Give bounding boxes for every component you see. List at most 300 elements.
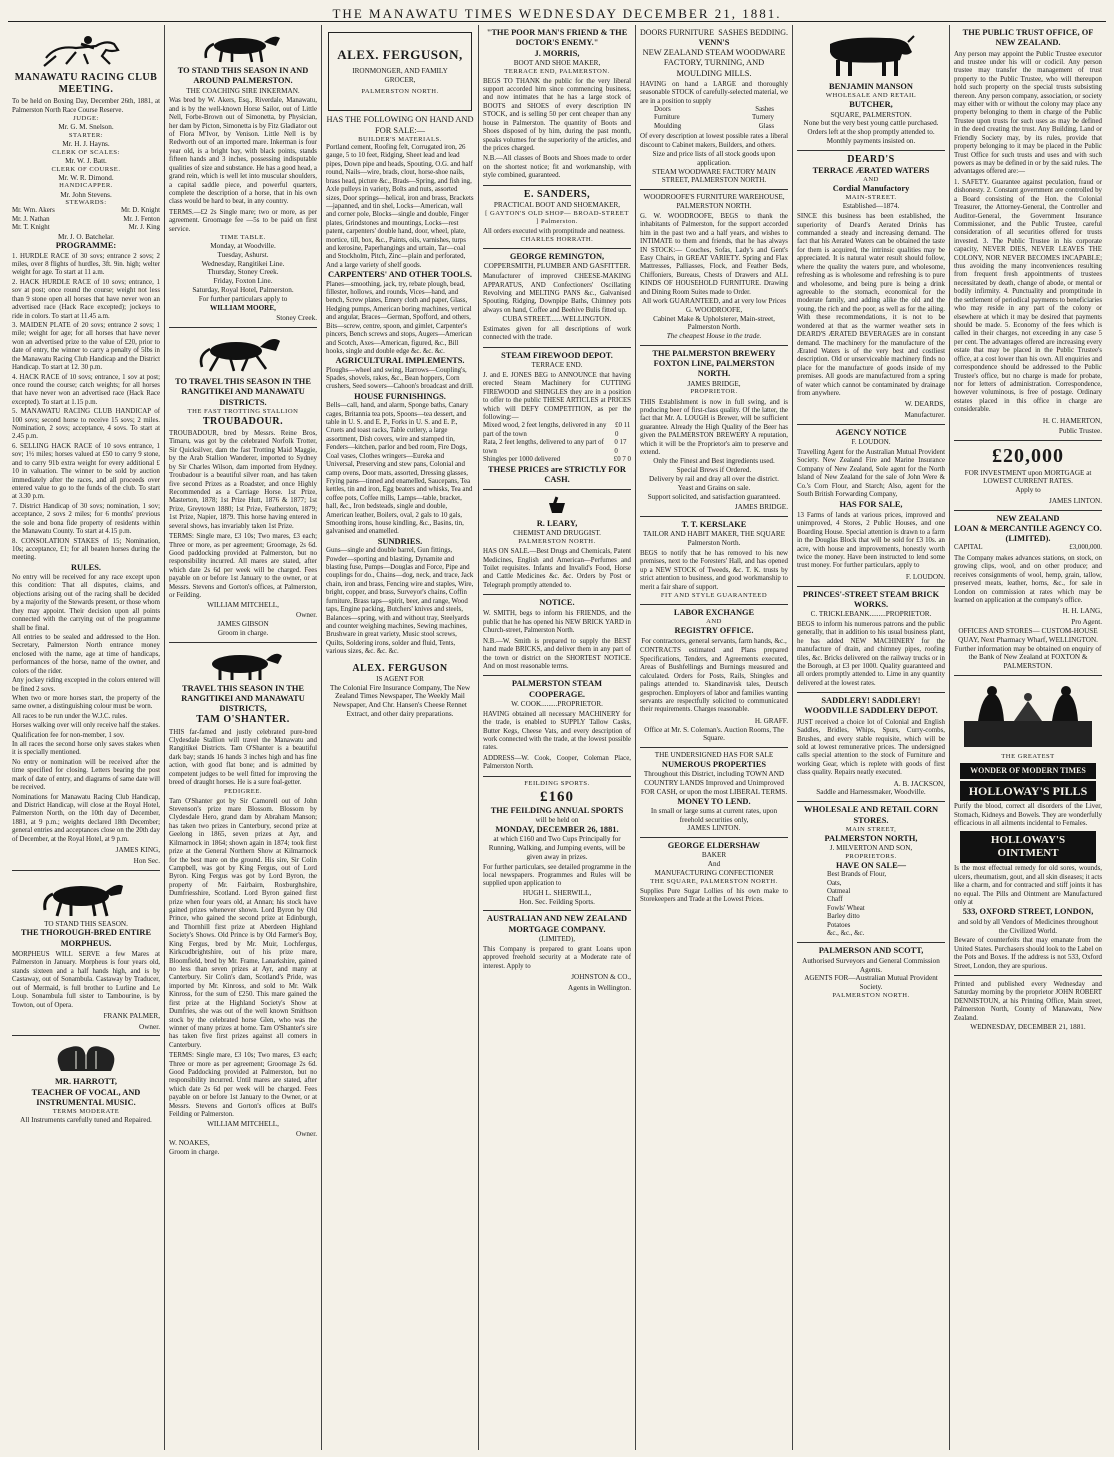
venn-item: Doors [654,106,671,114]
racehorse-illustration [26,30,146,70]
deard-sig: W. DEARDS, [904,400,945,409]
notice-title: NOTICE. [539,598,575,608]
harrott-name: MR. HARROTT, [55,1077,117,1087]
nzloan-title: NEW ZEALAND [996,513,1060,523]
remington-note: Estimates given for all descriptions of work connected with the trade. [483,326,631,342]
rule: Any jockey riding excepted in the colors entered will be fined 2 sovs. [12,677,160,693]
morpheus-body: MORPHEUS WILL SERVE a few Mares at Palmerston in January. Morpheus is four years old, stands sixteen and a half hands high, and is by Castaway, out of Sonambula. Castaway by Traducer, out of Mermaid, is full brother to Lurline and Le Loup. Sonambula full sister to Tambourine, is by Towton, out of Opera. [12,950,160,1009]
inkerman-ad [169,25,317,328]
racing-club-ad [12,25,160,871]
loudon-body2: 13 Farms of lands at various prices, improved and unimproved, 4 Stores, 2 Public Houses, and one Boarding House. Special attention is drawn to a farm in the Douglas Block that will be sold for £3 10s. an acre, with house and improvements, honestly worth twice the money. Have been instructed to lend some trust money. For further particulars, apply to [797,511,945,570]
feilding-date: MONDAY, DECEMBER 26, 1881. [495,825,619,835]
brewery-ad [640,346,788,517]
corn-item: Best Brands of Flour, [827,871,887,879]
remington-ad [483,249,631,348]
inkerman-place: Stoney Creek. [276,314,317,323]
clerk-scales-label: CLERK OF SCALES: [52,148,120,156]
eldershaw-name: GEORGE ELDERSHAW [667,841,761,851]
programme-item: 6. SELLING HACK RACE of 10 sovs entrance, 1 sov; 1½ miles; horses valued at £50 to carry 9 stone, and to carry 91b extra weight for every additional £ 10 in valuation. The winner to be sold by auction immediately after the races, and all proceeds over entered value to go to the funds of the club. To start at 3.30 p.m. [12,442,160,501]
brewery-line: Special Brews if Ordered. [676,466,752,475]
brick-name: C. TRICKLEBANK.........PROPRIETOR. [810,610,932,619]
imprint-date: WEDNESDAY, DECEMBER 21, 1881. [970,1023,1086,1032]
holloway-ointment-body: Is the most effectual remedy for old sores, wounds, ulcers, rheumatism, gout, and all skin diseases; it acts like a charm, and for contracted and stiff joints it has no equal. The Pills and Ointment are Manufactured only at [954,865,1102,907]
brewery-line: Delivery by rail and dray all over the district. [649,475,779,484]
brick-title: PRINCES'-STREET STEAM BRICK WORKS. [802,589,940,609]
deard-sub: TERRACE ÆRATED WATERS [812,165,930,175]
time-table-item: Wednesday, Rangitikei Line. [201,259,285,268]
inkerman-terms: TERMS.—£2 2s Single mare; two or more, as per agreement. Groomage fee —5s to be paid on first service. [169,208,317,233]
clerk-course: Mr. W. R. Dimond. [58,173,114,182]
rule: Nominations for Manawatu Racing Club Handicap, and District Handicap, will close at the Royal Hotel, Palmerston North, on the 10th day of December, 1881, at 9 p.m.; weights declared 18th December; general entries and acceptances close on the 20th day of December, at the Royal Hotel, at 9 p.m. [12,793,160,843]
column-3 [322,25,479,1450]
tamoshanter-owner: WILLIAM MITCHELL, [207,1119,279,1128]
loudon-body: Travelling Agent for the Australian Mutual Provident Society. New Zealand Fire and Marine Insurance Company of New Zealand, Sole agent for the North Island of New Zealand for the sale of John Were & Co.'s Corn Flour, and Starch; Also, agent for the South British Forwarding Company, [797,449,945,499]
woodroofe-body: G. W. WOODROOFE, BEGS to thank the inhabitants of Palmerston, for the support accorded him in the past two and a half years, and wishes to INTIMATE to them and friends, that he has always IN STOCK:— Couches, Sofas, Lady's and Gent's Easy Chairs, in GREAT VARIETY. Spring and Flax Mattresses, Palliasses, Flock, and Feather Beds, Chiffoniers, Bureaus, Chests of Drawers and ALL KINDS OF HOUSEHOLD FURNITURE. Drawing and Dining Room Suites made to Order. [640,212,788,296]
bull-illustration [816,30,926,80]
morpheus-title: THE THOROUGH-BRED ENTIRE MORPHEUS. [20,928,152,948]
eldershaw-and: And [707,860,721,869]
nzloan-more: Further information may be obtained on enquiry of the Bank of New Zealand at FOXTON & PALMERSTON. [954,644,1102,671]
column-6 [793,25,950,1450]
ferguson-agent-name: ALEX. FERGUSON [352,662,448,674]
corn-role: PROPRIETORS. [845,852,897,860]
carpenters-list: Planes—smoothing, jack, try, rebate plough, bead, fillester, hollows, and rounds, Vices—hand, and bench, Screw plates, Emery cloth and paper, Glass, Hedging pumps, American boring machines, vertical and angular, Braces—German, Spofford, and others, Bits—screw, centre, spoon, and gimlet, Carpenter's pincers, Bench screws and stops, Augers—American and Scotch, Axes—American, figured, &c., Bill hooks, single and double edge &c. &c. &c. [326,280,473,355]
inkerman-subtitle: THE COACHING SIRE INKERMAN. [186,86,300,95]
investment-ad [954,441,1102,511]
ferguson-intro: HAS THE FOLLOWING ON HAND AND FOR SALE:— [326,115,474,135]
venn-item: Moulding [654,122,682,130]
mortgage-body: This Company is prepared to grant Loans upon approved freehold security at a Moderate rate of interest. Apply to [483,945,631,970]
scott-body2: AGENTS FOR—Australian Mutual Provident Society. [804,974,938,992]
investment-amount: £20,000 [992,445,1064,468]
remington-trade: COPPERSMITH, PLUMBER AND GASFITTER. [483,262,631,271]
venn-note: Size and price lists of all stock goods upon application. [652,150,776,167]
public-trust-ad [954,25,1102,441]
cooperage-ad [483,676,631,776]
imprint-body: Printed and published every Wednesday and Saturday morning by the proprietor JOHN ROBERT DENNISTOUN, at his Printing Office, Main street, Palmerston North, County of Manawatu, New Zealand. [954,980,1102,1022]
price-item: Rata, 2 feet lengths, delivered to any part of town [483,439,604,455]
sanders-trade: PRACTICAL BOOT AND SHOEMAKER, [493,200,621,209]
cooperage-title: PALMERSTON STEAM COOPERAGE. [511,679,603,699]
corn-place2: PALMERSTON NORTH, [824,833,918,843]
woodroofe-ad [640,190,788,346]
sanders-place: [ GAYTON'S OLD SHOP— BROAD-STREET ] Palmerston. [485,209,629,225]
column-2 [165,25,322,1450]
sanders-ad [483,186,631,249]
holloway-title: WONDER OF MODERN TIMES [960,763,1096,779]
eldershaw-place: THE SQUARE, PALMERSTON NORTH. [650,877,778,885]
holloway-ointment: HOLLOWAY'S OINTMENT [960,831,1096,864]
firewood-terms: THESE PRICES are STRICTLY FOR CASH. [488,464,626,484]
brick-body: BEGS to inform his numerous patrons and the public generally, that in addition to his usual business plant, he has added NEW MACHINERY for the manufacture of drain, and chimney pipes, roofing tiles, &c. Bricks delivered on the railway trucks or in the Borough, at £3 per 1000. Quality guaranteed and all orders promptly attended to. Lime in any quantity delivered at the lowest rates. [797,620,945,687]
woodroofe-title: WOODROOFE'S FURNITURE WAREHOUSE, PALMERSTON NORTH. [643,193,785,211]
deard-sub2: Cordial Manufactory [832,184,910,194]
brewery-body: THIS Establishment is now in full swing, and is producing beer of first-class quality. Of the latter, the fact that Mr. A. LOUGH is Brewer, will be sufficient guarantee. Already the High Quality of the Beer has given the PALMERSTON BREWERY A reputation, which it will be the Proprietor's aim to preserve and extend. [640,398,788,457]
kerslake-foot: FIT AND STYLE GUARANTEED [660,592,768,600]
masthead: THE MANAWATU TIMES WEDNESDAY DECEMBER 21, 1881. [8,6,1106,22]
harrott-terms: TERMS MODERATE [52,1108,120,1116]
tamoshanter-name: TAM O'SHANTER. [196,714,290,726]
stewards-label: STEWARDS: [65,199,107,207]
trust-body: Any person may appoint the Public Trustee executor and trustee under his will or codicil. Any person trustee may transfer the management of trust property to the Public Trustee, who will thereupon hold such property on the special trusts subsisting thereon. Any person company, association, or society may either with or without the colony may place any property belonging to them in charge of the Public Trustee upon trusts for such uses as may be defined in the deed creating the trust. Any Building, Land or Friendly Society may, by its rules, provide that property belonging to it may be placed in the Public Trust Office for such trusts and uses and with such powers as may be defined in or by the said rules. The advantages offered are:— [954,50,1102,176]
venn-body: HAVING on hand a LARGE and thoroughly seasonable STOCK of carefully-selected material, we are in a position to supply [640,80,788,105]
pedigree-body: Tam O'Shanter got by Sir Camorell out of John Stevenson's prize mare Blossom. Blossom by Clydesdale Hero, grand dam by Abraham Manson; has taken two prizes in Canterbury, second prize at Geelong in 1865, seven prizes at Ayr, and Kilmarnock in 1864; shown again in 1874; took first prize at the General Northern Show at Kilmarnock for the best mare on the ground. His sire, Sir Colin Campbell, was got by King Fergus, out of Lord Byron. King Fergus was got by Lord Byron, the property of Mr. Fairbairn, Roxburghshire, Dumfriesshire, Scotland. Lord Byron gained first prize when four years old, at Annan; his stock have gained prizes whenever shown. Lord Byron by Old Prince, who gained the second prize at Edinburgh, and Thornhill first prize at Aberdeen Highland Society's Shows. Old Prince is by Old Farmer's Boy, King Fergus, bred by Mr. Muir, Lochfergus, Kirkcudbrightshire, out of his prize mare, Bloomfield, bred by Mr. Frame, Lanarkshire, gained no less than seven prizes at Ayr, and many at Canterbury. Sir Colin's dam, Scotland's Pride, was imported by Mr. Kinross, and sold to Mr. Walk Kinross, for the sum of £250. This mare gained the first prize at the Highland Society's Show at Dumfries, she was out of the well known Smithson stock by the celebrated horse Glen, who was the winner of many prizes at home. Tam O'Shanter's sire has taken five first prizes against all comers in Canterbury. [169,797,317,1049]
column-1 [8,25,165,1450]
programme-item: 4. HACK RACE of 10 sovs; entrance, 1 sov at post; once round the course; catch weights; for all horses that have never won an advertised race (Hack Race excepted). To start at 1.15 p.m. [12,373,160,406]
sundries-label: SUNDRIES. [377,536,423,546]
harrott-ad [12,1036,160,1129]
feilding-sig-title: Hon. Sec. Feilding Sports. [519,897,595,906]
loudon-name: F. LOUDON. [851,438,891,447]
agri-list: Ploughs—wheel and swing, Harrows—Coupling's, Spades, shovels, rakes, &c., Bean hoppers, Corn crushers, Seed sowers—Cahoon's broadcast and drill. [326,366,474,391]
column-7 [950,25,1106,1450]
house-list: Bells—call, hand, and alarm, Sponge baths, Canary cages, Britannia tea pots, Spoons—tea dessert, and table in U. S. and E. P., Forks in U. S. and E. P., Cruets and toast racks, Table cutlery, a large assortment, Dish covers, wire and stamped tin, Fenders—kitchen, parlor and bed room, Fire Dogs, Coal vases, Clothes wringers—Eureka and Universal, Preserving and stew pans, Colonial and camp ovens, Door mats, assorted, Dressing glasses, Frying pans—tinned and enamelled, Saucepans, Tea kettles, tin and iron, Egg beaters and whisks, Tea and coffee pots, Coffee mills, Lamps—table, bracket, hall, &c., Iron bedsteads, single and double, American leather, Boilers, oval, 2 gals to 10 gals, Smoothing irons, house kindling, &c., Basins, tin, galvanised and enamelled. [326,402,473,536]
programme-item: 3. MAIDEN PLATE of 20 sovs; entrance 2 sovs; 1 mile; weight for age; for all horses that have never won an advertised prize to the value of £20, prior to date of entry, the winner to carry a penalty of 5lbs in the Manawatu Racing Club Handicap and the District Handicap. To start at 12. 30 p.m. [12,321,160,372]
notice-body: W. SMITH, begs to inform his FRIENDS, and the public that he has opened his NEW BRICK YARD in Church-street, Palmerston North. [483,610,631,635]
trust-title: THE PUBLIC TRUST OFFICE, OF NEW ZEALAND. [962,28,1094,48]
labour-sig: H. GRAFF. [754,716,788,725]
tamoshanter-owner-label: Owner. [296,1130,317,1139]
venn-foot: STEAM WOODWARE FACTORY MAIN STREET, PALMERSTON NORTH. [652,167,776,185]
tamoshanter-body: THIS far-famed and justly celebrated pure-bred Clydesdale Stallion will travel the Manawatu and Rangitikei Districts. Tam O'Shanter is a beautiful dark bay; stands 16 hands 3 inches high and has fine action, with good flat bone; and is admitted by competent judges to be well fitted for improving the breed of draught horses. He is a sure foal-getter. [169,728,317,787]
steward: Mr. J. Nathan [12,215,50,223]
labour-sig-title: Office at Mr. S. Coleman's. Auction Rooms, The Square. [644,725,784,743]
woodroofe-sig: G. WOODROOFE, [685,305,743,314]
ferguson-agent-line: IS AGENT FOR [376,674,424,683]
manson-trade2: BUTCHER, [849,100,893,110]
corn-title: WHOLESALE AND RETAIL CORN STORES. [803,805,939,825]
deard-est: Established—1874. [842,202,900,211]
columns [8,25,1106,1450]
brewery-line: Support solicited, and satisfaction guaranteed. [647,492,781,501]
remington-place: CUBA STREET.......WELLINGTON. [502,315,612,324]
venn-top-left: DOORS FURNITURE [640,28,715,37]
troubadour-groom: JAMES GIBSON [217,620,269,629]
ferguson-name: ALEX. FERGUSON, [337,47,463,62]
brick-ad [797,587,945,694]
loudon-ad [797,425,945,587]
steward-row [12,207,160,215]
troubadour-head: TO TRAVEL THIS SEASON IN THE RANGITIKEI AND MANAWATU DISTRICTS. [175,377,311,407]
loudon-sale: HAS FOR SALE, [839,499,903,509]
corn-item: Oats, [827,879,842,887]
leary-body: HAS ON SALE.—Best Drugs and Chemicals, Patent Medicines, English and American—Perfumes and Toilet requisites. Infants and Invalid's Food, Horse and Cattle Medicines &c. &c. Orders by Post or Telegraph promptly attended to. [483,548,631,589]
holloway-address2: and sold by all Vendors of Medicines throughout the Civilized World. [957,917,1099,935]
tamoshanter-head: TRAVEL THIS SEASON IN THE RANGITIKEI AND MANAWATU DISTRICTS, [181,683,305,714]
horse-illustration [188,30,298,64]
labour-body2: CONTRACTS estimated and Plans prepared Specifications, Tenders, and Agreements executed, Areas of Bushfellings and Burnings measured and calculated. Orders for Posts, Rails, Shingles and palings attended to. Skandinavisk tales, Deutsch gesprochen. Employers of labor and families wanting servants are respectfully solicited to communicated their requirements. Charges reasonable. [640,647,788,714]
manson-body3: Monthly payments insisted on. [826,136,916,145]
morris-nb: N.B.—All classes of Boots and Shoes made to order on the shortest notice; fit and workmanship, with style combined, guaranteed. [483,155,631,180]
deard-sig-title: Manufacturer. [904,411,945,420]
properties-title: NUMEROUS PROPERTIES [661,759,767,769]
properties-sig: JAMES LINTON. [687,824,741,833]
firewood-sub: TERRACE END. [531,361,583,370]
mortgage-title: AUSTRALIAN AND NEW ZEALAND MORTGAGE COMPANY. [486,914,628,934]
venn-item: Furniture [654,114,680,122]
holloway-pills-body: Purify the blood, correct all disorders of the Liver, Stomach, Kidneys and Bowels. They are wonderfully efficacious in all ailments incidental to Females. [954,803,1102,828]
morris-place: TERRACE END, PALMERSTON. [504,67,610,75]
troubadour-owner: WILLIAM MITCHELL, [207,600,279,609]
scott-body: Authorised Surveyors and General Commission Agents. [802,956,940,974]
troubadour-sub: THE FAST TROTTING STALLION [187,407,299,415]
venn-item-row [640,114,788,122]
brewery-title: THE PALMERSTON BREWERY FOXTON LINE, PALMERSTON NORTH. [652,348,776,379]
time-table-item: Thursday, Stoney Creek. [207,268,279,277]
time-table-item: Saturday, Royal Hotel, Palmerston. [192,285,294,294]
deard-and: AND [863,176,879,184]
clerk-scales: Mr. W. J. Batt. [65,156,107,165]
nzloan-office: OFFICES AND STORES— CUSTOM-HOUSE QUAY, Next Pharmacy Wharf, WELLINGTON. [958,626,1098,644]
rule: All entries to be sealed and addressed to the Hon. Secretary, Palmerston North entrance money enclosed with the name, age at time of handicaps, performances of the horse, name of the owner, and colors of the rider. [12,634,160,675]
steward-row [12,224,160,232]
capital-label: CAPITAL [954,544,983,552]
column-4 [479,25,636,1450]
column-5 [636,25,793,1450]
corn-item: Barley ditto [827,913,860,921]
deard-ad [797,151,945,425]
apply-text: For further particulars apply to [198,294,288,303]
trust-sig-title: Public Trustee. [1058,427,1102,436]
leary-name: R. LEARY, [536,519,578,529]
holloway-top: THE GREATEST [1001,752,1055,760]
kerslake-place: Palmerston North. [687,539,741,548]
sanders-name: E. SANDERS, [523,188,591,200]
price-item: Shingles per 1000 delivered [483,456,561,464]
manson-body2: Orders left at the shop promptly attended to. [807,128,935,137]
feilding-sports-ad [483,777,631,912]
notice-nb: N.B.—W. Smith is prepared to supply the BEST hand made BRICKS, and deliver them in any part of the town or district on the SHORTEST NOTICE. And on most reasonable terms. [483,637,631,670]
morpheus-owner: FRANK PALMER, [103,1011,160,1020]
venn-name: VENN'S [698,37,730,47]
holloway-warn: Beware of counterfeits that may emanate from the United States. Purchasers should look to the Label on the Pots and Boxes. If the address is not 533, Oxford Street, London, they are spurious. [954,937,1102,970]
nzloan-body: The Company makes advances stations, on stock, on growing clips, wool, and on other produce; and receives consignments of wool, hemp, grain, tallow, preserved meats, leather, horns, &c., for sale in London on commission at rates which may be learned on application at the company's office. [954,554,1102,604]
brewery-role: PROPRIETOR. [690,388,738,396]
morpheus-ad [12,871,160,1037]
steward: Mr. Wm. Akers [12,207,55,215]
scott-name: PALMERSON AND SCOTT, [818,946,924,956]
steward: Mr. J. King [128,224,160,232]
trust-sig: H. C. HAMERTON, [1042,416,1102,425]
feilding-title: THE FEILDING ANNUAL SPORTS [490,805,624,815]
programme-item: 8. CONSOLATION STAKES of 15; Nomination, 10s; acceptance, £1; for all beaten horses during the meeting. [12,537,160,562]
rule: No entry or nomination will be received after the time specified for closing. Letters bearing the post mark of date of entry, and diagrams of same date will be received. [12,758,160,792]
harrott-note: All Instruments carefully tuned and Repaired. [20,1116,152,1125]
labour-and: AND [706,618,722,626]
corn-item: Fowls' Wheat [827,904,865,912]
tamoshanter-groom-label: Groom in charge. [169,1147,220,1156]
brewery-name: JAMES BRIDGE, [687,379,741,388]
ferguson-place: PALMERSTON NORTH. [361,88,439,96]
feilding-more: For further particulars, see detailed programme in the local newspapers. Programmes and Rules will be supplied upon application to [483,863,631,888]
holloway-address: 533, OXFORD STREET, LONDON, [962,907,1094,917]
cooperage-name: W. COOK.........PROPRIETOR. [511,699,603,708]
cooperage-address: ADDRESS—W. Cook, Cooper, Coleman Place, Palmerston North. [483,754,631,771]
morpheus-head: TO STAND THIS SEASON. [44,919,128,928]
starter: Mr. H. J. Hayns. [62,140,110,149]
investment-apply: Apply to [1015,486,1041,495]
brewery-line: Yeast and Grains on sale. [677,483,751,492]
builders-list: Portland cement, Roofing felt, Corrugated iron, 26 gauge, 5 to 10 feet, Ridging, Sheet lead and lead pipes, Down pipe and heads, Spouting, O.G. and half round, Nails—wire, brads, clout, horse-shoe nails, brass head, picture &c., Brads—Spring, and fish ing, Axle pulleys in variety, Bolts and nuts, assorted sizes, Door springs—helical, iron and brass, Brackets—japanned, and tin shel, Locks—American, wall and corner pole, Blocks—single and double, Finger plates, Grindstones and mountings, Locks—rest patent, carpenters' double hand, door, wheel, plate, mortice, till, box, &c., Paints, oils, varnishes, turps and kerosine, Paperhangings and urtain, Tar—coal and Stockholm, Pitch, Zinc—plain and perforated, And a large variety of shelf goods. [326,143,474,269]
manson-place: SQUARE, PALMERSTON. [830,110,912,119]
troubadour-name: TROUBADOUR. [202,415,284,427]
morris-ad [483,25,631,186]
steward: Mr. D. Knight [120,207,160,215]
remington-name: GEORGE REMINGTON, [509,252,605,262]
clerk-course-label: CLERK OF COURSE. [51,165,121,173]
mortgage-sig-title: Agents in Wellington. [568,983,631,992]
properties-body: Throughout this District, including TOWN AND COUNTRY LANDS Improved and Unimproved FOR CASH, or upon the most LIBERAL TERMS. [640,770,788,796]
venn-ad [640,25,788,190]
kerslake-ad [640,517,788,605]
troubadour-owner-label: Owner. [296,611,317,620]
steward-last: Mr. J. O. Batchelar. [57,232,115,241]
nzloan-sig: H. H. LANG, [1062,607,1102,616]
holloway-ad [954,676,1102,976]
price-row [483,456,631,464]
feilding-head: FEILDING SPORTS. [524,779,590,787]
trust-points: 1. SAFETY. Guarantee against peculation, fraud or dishonesty. 2. Constant government are controlled by a Board consisting of the Hon. the Colonial Treasurer, the Attorney-General, the Controller and Auditor-General, the Government Insurance Commissioner, and the Public Trustee, careful consideration of all securities offered for trusts invested. 3. The Public Trustee in his corporate capacity, NEVER DIES, NEVER LEAVES THE COLONY, NOR NEVER BECOMES INCAPABLE; thus avoiding the many inconveniences resulting from frequent fresh appointments of trustees necessitated by death, change of abode, or mental or bodily infirmity. 4. Punctuality and promptitude in the settlement of periodical payments to beneficiaries who may reside in any part of the colony or elsewhere at which it may be desired that payments should be made. 5. Economy of the fees which is called in their charges, not exceeding in any case 5 per cent. The advantages offered are increasing every estate that may be placed in the Public Trustee's office, at a cost lower than his own. All enquiries and correspondence should be addressed to the Public Trustee's office, but no charge is made for probate, nor for letters of administration. Correspondence, however voluminous, is free of postage. Ordinary estates placed in this office in charge are considerable. [954,178,1102,414]
venn-top-right: SASHES BEDDING. [718,28,788,37]
trotting-horse-illustration [188,333,298,375]
investment-body: FOR INVESTMENT upon MORTGAGE at LOWEST CURRENT RATES. [964,468,1092,486]
agri-label: AGRICULTURAL IMPLEMENTS. [335,356,465,366]
corn-name: J. MILVERTON AND SON, [829,844,913,853]
corn-item: Potatoes [827,921,851,929]
scott-ad [797,943,945,1003]
price-value: 0 17 0 [614,439,627,455]
properties-head: THE UNDERSIGNED HAS FOR SALE [654,751,774,760]
feilding-body: at which £160 and Two Cups Principally for Running, Walking, and Jumping events, will be given away in prizes. [488,835,626,861]
draught-horse-illustration [188,648,298,682]
price-row [483,439,631,456]
price-item: Mixed wood, 2 feet lengths, delivered in any part of the town [483,422,607,438]
capital-row [954,544,1102,552]
tamoshanter-terms: TERMS: Single mare, £3 10s; Two mares, £3 each; Three or more as per agreement; Groomage 2s 6d. Good Paddocking provided at Palmerston, but no responsibility incurred. Until mares are stated, after which date 2s 6d per week will be charged. Fees payable on or before 1st January to the Owner, or at Messrs. Stevens and Gorton's offices at Bull's Feilding or Palmerston. [169,1052,317,1119]
feilding-sig: HUGH L. SHERWILL, [522,888,592,897]
properties-money: MONEY TO LEND. [677,796,751,806]
price-row [483,422,631,439]
time-table-item: Tuesday, Ashurst. [217,250,269,259]
loudon-sig: F. LOUDON. [905,572,945,581]
steward-row [12,216,160,224]
firewood-title: STEAM FIREWOOD DEPOT. [501,350,613,360]
brewery-sig: JAMES BRIDGE. [734,503,788,512]
saddlery-head: SADDLERY! SADDLERY! [821,696,921,706]
ferguson-line: IRONMONGER, AND FAMILY [352,66,448,75]
corn-item: Oatmeal [827,887,851,895]
troubadour-ad [169,328,317,643]
programme-label: PROGRAMME: [55,241,117,251]
nz-loan-ad [954,511,1102,676]
venn-title: NEW ZEALAND STEAM WOODWARE FACTORY, TURNING, AND MOULDING MILLS. [642,48,786,78]
eldershaw-ad [640,838,788,908]
ferguson-agencies: The Colonial Fire Insurance Company, The New Zealand Times Newspaper, The Weekly Mail Newspaper, And Chr. Hansen's Cheese Rennet Extract, and other dairy preparations. [329,683,471,718]
saddlery-sig-title: Saddle and Harnessmaker, Woodville. [816,788,926,797]
morris-trade: BOOT AND SHOE MAKER, [513,58,601,67]
rule: Horses walking over will only receive half the stakes. [12,722,160,730]
price-value: £0 11 0 [615,422,631,438]
tamoshanter-ad [169,643,317,1161]
venn-item: Glass [758,122,774,130]
manson-trade: WHOLESALE AND RETAIL [825,92,917,100]
starter-label: STARTER: [68,132,104,140]
imprint [954,976,1102,1036]
venn-item: Sashes [755,106,774,114]
firewood-body: J. and E. JONES BEG to ANNOUNCE that having erected Steam Machinery for CUTTING FIREWOOD and SHINGLES they are in a position to offer to the public THESE ARTICLES at PRICES which will DEFY COMPETITION, as per the following:— [483,371,631,422]
ferguson-ad [326,25,474,723]
handicapper: Mr. John Stevens. [60,190,112,199]
venn-body2: Of every description at lowest possible rates a liberal discount to Cabinet makers, Builders, and others. [640,133,788,149]
racing-intro: To be held on Boxing Day, December 26th, 1881, at Palmerston North Race Course Reserve. [12,98,160,114]
mortgage-sig: JOHNSTON & CO., [571,972,631,981]
judge: Mr. G. M. Snelson. [58,123,114,132]
corn-item: &c., &c., &c. [827,930,865,938]
steward: Mr. T. Knight [12,224,50,232]
inkerman-body: Was bred by W. Akers, Esq., Riverdale, Manawatu, and is by the well-known Horse Sailor, out of Little Nell, Forbe-Brown out of Simonetta, by Physician, her dam by Picton, Simonetta is by Fitz Gladiator out of Flora M'Ivor, by Venison. Little Nell is by Redworth out of an imported mare. Inkerman is four year old, is a bright bay, with black points, stands fifteen hands and 3 inches, possessing indisputable qualities of size and substance. He has a good head, a grand rein, which is well let into muscular shoulders, a capital saddle piece, and powerful quarters, complete the description of a horse, that in his own class would be hard to beat, in any country. [169,97,317,206]
eldershaw-body: Supplies Pure Sugar Lollies of his own make to Storekeepers and Trade at the Lowest Prices. [640,887,788,904]
rule: No entry will be received for any race except upon this condition: That all disputes, claims, and objections arising out of the racing shall be decided by a majority of the Stewards present, or those whom they may appoint. Their decision upon all points connected with the carrying out of the programme shall be final. [12,574,160,632]
mortgage-sub: (LIMITED), [538,934,576,943]
investment-sig: JAMES LINTON. [1049,496,1102,505]
time-table-item: Friday, Foxton Line. [213,277,273,286]
woodroofe-warrant: All work GUARANTEED, and at very low Prices [641,297,787,306]
kerslake-body: BEGS to notify that he has removed to his new premises, next to the Foresters' Hall, and has opened up a NEW STOCK of Tweeds, &c. T. K. trusts by strict attention to business, and good workmanship to merit a fair share of support. [640,549,788,591]
tamoshanter-groom: W. NOAKES, [169,1139,210,1148]
brewery-line: Only the Finest and Best ingredients used. [653,457,775,466]
corn-place: MAIN STREET, [845,825,897,833]
feilding-amount: £160 [540,788,574,805]
manson-body: None but the very best young cattle purchased. [803,119,939,128]
scott-place: PALMERSTON NORTH. [832,991,910,999]
sanders-sig: CHARLES HORRATH. [520,236,594,244]
corn-items [797,871,945,938]
loudon-title: AGENCY NOTICE [835,428,907,438]
labour-body: For contractors, general servants, farm hands, &c., [641,636,787,645]
saddlery-sig: A. B. JACKSON, [893,779,945,788]
deard-place: MAIN-STREET. [845,194,897,202]
morris-title: "THE POOR MAN'S FRIEND & THE DOCTOR'S ENEMY." [486,28,628,48]
racing-signature-title: Hon Sec. [133,856,160,865]
ferguson-box [328,32,472,111]
builders-label: BUILDER'S MATERIALS. [358,135,442,143]
sanders-body: All orders executed with promptitude and neatness. [483,227,625,235]
rule: Qualification fee for non-member, 1 sov. [12,731,125,739]
nzloan-title2: LOAN & MERCANTILE AGENCY CO. (LIMITED). [954,523,1102,544]
rules-label: RULES. [70,562,102,572]
corn-item: Chaff [827,896,843,904]
smith-notice [483,595,631,676]
manson-ad [797,25,945,151]
mortar-pestle-icon [546,495,568,517]
mortgage-ad [483,911,631,996]
kerslake-name: T. T. KERSLAKE [681,520,747,530]
pedigree-label: PEDIGREE. [223,787,263,795]
deard-body: SINCE this business has been established, the superiority of Deard's Aerated Drinks has commanded a steady and increasing demand. The fact that his Aerated Waters can be obtained the taste for them is acquired, the intrinsic qualities may be appreciated. It is natural water result should follow, where the quality the waters pure, and wholesome, refreshing as is wholesome and refreshing is to pure and wholesome, and being pure is being a drink agreeable to the stomach, economical for the moderate family, and adding alike the old and the young, the rich and the poor, as well as for the ailing. With these recommendations, it is not to be wondered at that as the warmer weather sets in DEARD'S ÆRATED BEVERAGES are in constant demand. The machinery for the manufacture of the Ærated Waters is of the very best and costliest description. Old or unserviceable machinery finds no place for the manufacture of goods inside of my premises. All goods are manufactured from a spring of water which cannot be contaminated by drainage from anywhere. [797,213,945,398]
saddlery-title: WOODVILLE SADDLERY DEPOT. [804,706,938,716]
racing-title: MANAWATU RACING CLUB MEETING. [14,72,158,96]
morpheus-owner-label: Owner. [139,1022,160,1031]
labour-title: LABOR EXCHANGE [673,608,755,618]
house-label: HOUSE FURNISHINGS. [354,391,446,401]
troubadour-terms: TERMS: Single mare, £3 10s; Two mares, £3 each; Three or more, as per agreement; Groomage, 2s 6d. Good paddocking provided at Palmerston, but no responsibility incurred. All mares are stated, after which date 2s 6d per week will be charged. Fees payable on or before 1st January to the owner, or at Messrs. Stevens and Gorton's offices, at Palmerston, or Feilding. [169,533,317,600]
harrott-title: TEACHER OF VOCAL, AND INSTRUMENTAL MUSIC. [31,1087,141,1107]
programme-item: 1. HURDLE RACE of 30 sovs; entrance 2 sovs; 2 miles, over 8 flights of hurdles, 3ft. 9in. high; welter weight for age. To start at 11 a.m. [12,252,160,277]
leary-ad [483,490,631,595]
price-value: £0 7 0 [613,456,631,464]
venn-item-row [640,123,788,131]
rule: In all races the second horse only saves stakes when it is specially mentioned. [12,741,160,757]
